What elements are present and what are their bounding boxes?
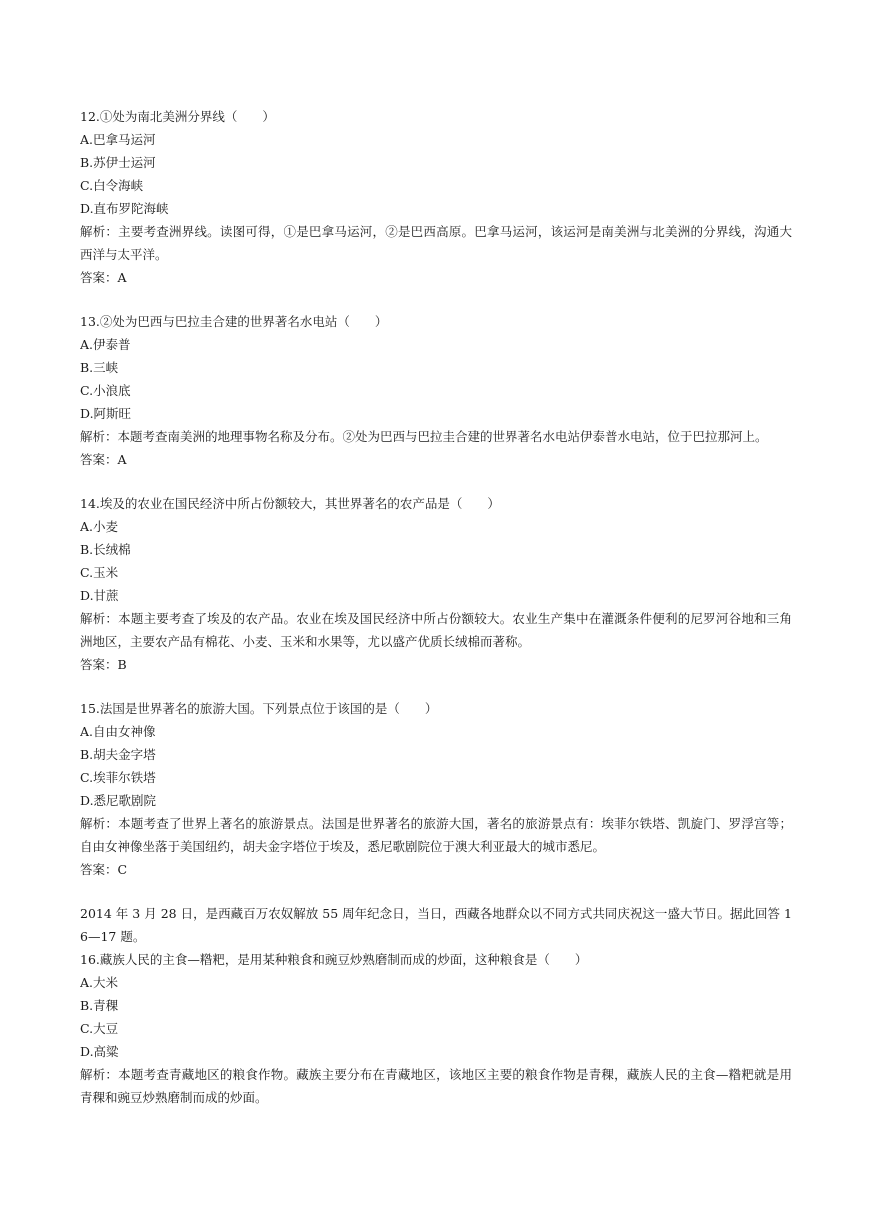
option-c: C.玉米 (80, 565, 119, 580)
question-13 (80, 310, 792, 471)
question-stem: 12.①处为南北美洲分界线（ ） (80, 109, 275, 124)
option-b: B.苏伊士运河 (80, 155, 156, 170)
material-intro: 2014 年 3 月 28 日，是西藏百万农奴解放 55 周年纪念日，当日，西藏各地群众以不同方式共同庆祝这一盛大节日。据此回答 16—17 题。 (80, 906, 792, 944)
question-stem: 14.埃及的农业在国民经济中所占份额较大，其世界著名的农产品是（ ） (80, 496, 500, 511)
option-a: A.伊泰普 (80, 337, 131, 352)
option-c: C.小浪底 (80, 383, 131, 398)
question-15 (80, 697, 792, 881)
answer-text: 答案：C (80, 862, 128, 877)
option-a: A.大米 (80, 975, 119, 990)
option-d: D.直布罗陀海峡 (80, 201, 169, 216)
analysis-text: 解析：主要考查洲界线。读图可得，①是巴拿马运河，②是巴西高原。巴拿马运河，该运河是南美洲与北美洲的分界线，沟通大西洋与太平洋。 (80, 224, 792, 262)
option-b: B.青稞 (80, 998, 119, 1013)
option-a: A.自由女神像 (80, 724, 156, 739)
analysis-text: 解析：本题考查青藏地区的粮食作物。藏族主要分布在青藏地区，该地区主要的粮食作物是青稞，藏族人民的主食—糌粑就是用青稞和豌豆炒熟磨制而成的炒面。 (80, 1067, 792, 1105)
option-b: B.胡夫金字塔 (80, 747, 156, 762)
document-page (80, 105, 792, 1109)
question-stem: 15.法国是世界著名的旅游大国。下列景点位于该国的是（ ） (80, 701, 438, 716)
answer-text: 答案：A (80, 452, 127, 467)
option-b: B.长绒棉 (80, 542, 131, 557)
answer-text: 答案：B (80, 657, 127, 672)
option-c: C.埃菲尔铁塔 (80, 770, 156, 785)
question-stem: 13.②处为巴西与巴拉圭合建的世界著名水电站（ ） (80, 314, 388, 329)
option-d: D.甘蔗 (80, 588, 119, 603)
question-16 (80, 948, 792, 1109)
analysis-text: 解析：本题考查了世界上著名的旅游景点。法国是世界著名的旅游大国，著名的旅游景点有：埃菲尔铁塔、凯旋门、罗浮宫等；自由女神像坐落于美国纽约，胡夫金字塔位于埃及，悉尼歌剧院位于澳大利亚最大的城市悉尼。 (80, 816, 792, 854)
question-12 (80, 105, 792, 289)
option-d: D.悉尼歌剧院 (80, 793, 157, 808)
option-a: A.小麦 (80, 519, 119, 534)
question-stem: 16.藏族人民的主食—糌粑，是用某种粮食和豌豆炒熟磨制而成的炒面，这种粮食是（ ） (80, 952, 588, 967)
option-d: D.高粱 (80, 1044, 119, 1059)
option-b: B.三峡 (80, 360, 119, 375)
analysis-text: 解析：本题主要考查了埃及的农产品。农业在埃及国民经济中所占份额较大。农业生产集中在灌溉条件便利的尼罗河谷地和三角洲地区，主要农产品有棉花、小麦、玉米和水果等，尤以盛产优质长绒棉而著称。 (80, 611, 792, 649)
option-c: C.大豆 (80, 1021, 119, 1036)
answer-text: 答案：A (80, 270, 127, 285)
question-14 (80, 492, 792, 676)
analysis-text: 解析：本题考查南美洲的地理事物名称及分布。②处为巴西与巴拉圭合建的世界著名水电站伊泰普水电站，位于巴拉那河上。 (80, 429, 768, 444)
option-d: D.阿斯旺 (80, 406, 132, 421)
option-c: C.白令海峡 (80, 178, 144, 193)
option-a: A.巴拿马运河 (80, 132, 156, 147)
